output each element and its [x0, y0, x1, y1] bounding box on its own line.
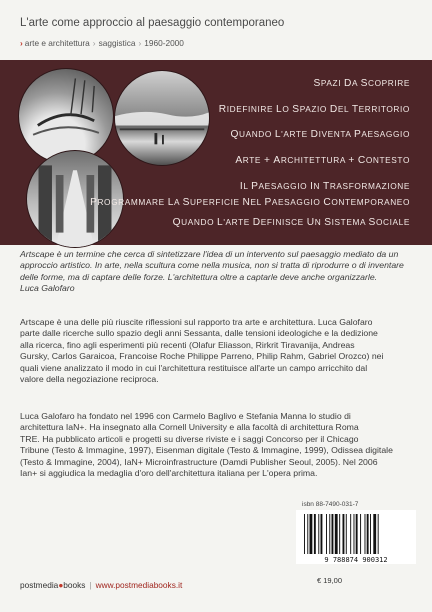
bio-line: (Testo & Immagine, 2004), IaN+ Microinfrastructure (Damdi Publisher Seoul, 2005). Nel 2006	[20, 456, 378, 467]
description-line: alla ricerca, fino agli esperimenti più recenti (Olafur Eliasson, Rirkrit Tiravanija, Andreas	[20, 339, 355, 350]
coastline-photo-icon	[115, 71, 209, 165]
publisher-imprint	[20, 580, 182, 590]
separator: |	[89, 580, 92, 590]
contents-item: SPAZI DA SCOPRIRE	[313, 78, 410, 89]
breadcrumb-separator: ›	[138, 38, 142, 48]
contents-item: QUANDO L'ARTE DEFINISCE UN SISTEMA SOCIALE	[172, 217, 410, 228]
author-quote	[20, 249, 412, 295]
book-title: L'arte come approccio al paesaggio contemporaneo	[20, 17, 285, 29]
author-bio	[20, 411, 412, 479]
quote-author: Luca Galofaro	[20, 283, 75, 294]
breadcrumb-item: saggistica	[98, 38, 136, 48]
breadcrumb-separator: ›	[92, 38, 96, 48]
landscape-photo-spiral	[18, 68, 114, 164]
contents-item: ARTE + ARCHITETTURA + CONTESTO	[235, 155, 410, 166]
description-line: parte dalle ricerche sullo spazio degli anni Sessanta, dalle tensioni ideologiche e la dedizione	[20, 328, 378, 339]
book-description	[20, 317, 412, 385]
category-breadcrumb	[20, 38, 184, 48]
contents-item: PROGRAMMARE LA SUPERFICIE NEL PAESAGGIO CONTEMPORANEO	[90, 197, 410, 208]
contents-item: QUANDO L'ARTE DIVENTA PAESAGGIO	[230, 129, 410, 140]
quote-line: delle forme, ma di captare delle forze. L'architettura oltre a captarle deve anche organizzarle.	[20, 271, 378, 282]
contents-item: IL PAESAGGIO IN TRASFORMAZIONE	[239, 181, 410, 192]
contents-item: RIDEFINIRE LO SPAZIO DEL TERRITORIO	[218, 104, 410, 115]
barcode-icon	[296, 510, 416, 564]
quote-line: approccio artistico. In arte, nella scultura come nella musica, non si tratta di riprodurre o di inventare	[20, 260, 404, 271]
breadcrumb-item: arte e architettura	[24, 38, 90, 48]
landscape-photo-coast	[114, 70, 210, 166]
description-line: quali viene analizzato il modo in cui l'architettura restituisce all'arte un campo arricchito dal	[20, 362, 368, 373]
breadcrumb-item: 1960-2000	[144, 38, 184, 48]
description-line: Gursky, Carlos Garaicoa, Francoise Roche Philippe Parreno, Philip Rahm, Gabriel Orozco) nei	[20, 351, 384, 362]
arrow-marker-icon: ›	[20, 38, 23, 48]
isbn-label: isbn 88-7490-031-7	[302, 501, 359, 508]
bio-line: TRE. Ha pubblicato articoli e progetti su diverse riviste e i saggi Concorso per il Chicago	[20, 433, 359, 444]
publisher-suffix: books	[63, 580, 86, 590]
spiral-jetty-photo-icon	[19, 69, 113, 163]
quote-line: Artscape è un termine che cerca di sintetizzare l'idea di un intervento sul paesaggio mediato da un	[20, 249, 399, 259]
description-line: Artscape è una delle più riuscite riflessioni sul rapporto tra arte e architettura. Luca Galofaro	[20, 317, 373, 327]
publisher-url-link[interactable]: www.postmediabooks.it	[95, 580, 183, 590]
price-label: € 19,00	[317, 576, 343, 585]
barcode-digits: 9 788874 900312	[324, 556, 388, 564]
bio-line: Luca Galofaro ha fondato nel 1996 con Carmelo Baglivo e Stefania Manna lo studio di	[20, 411, 351, 421]
description-line: valore della negoziazione reciproca.	[20, 374, 159, 385]
bio-line: Tribune (Testo & Immagine, 1997), Eisenman digitale (Testo & Immagine, 1999), Odissea digitale	[20, 445, 393, 456]
bullet-dot-icon: ●	[58, 580, 64, 590]
bio-line: architettura IaN+. Ha insegnato alla Cornell University e alla facoltà di architettura Roma	[20, 422, 359, 433]
publisher-name: postmedia	[20, 580, 59, 590]
bio-line: Ian+ si aggiudica la medaglia d'oro dell'architettura italiana per L'opera prima.	[20, 468, 318, 479]
